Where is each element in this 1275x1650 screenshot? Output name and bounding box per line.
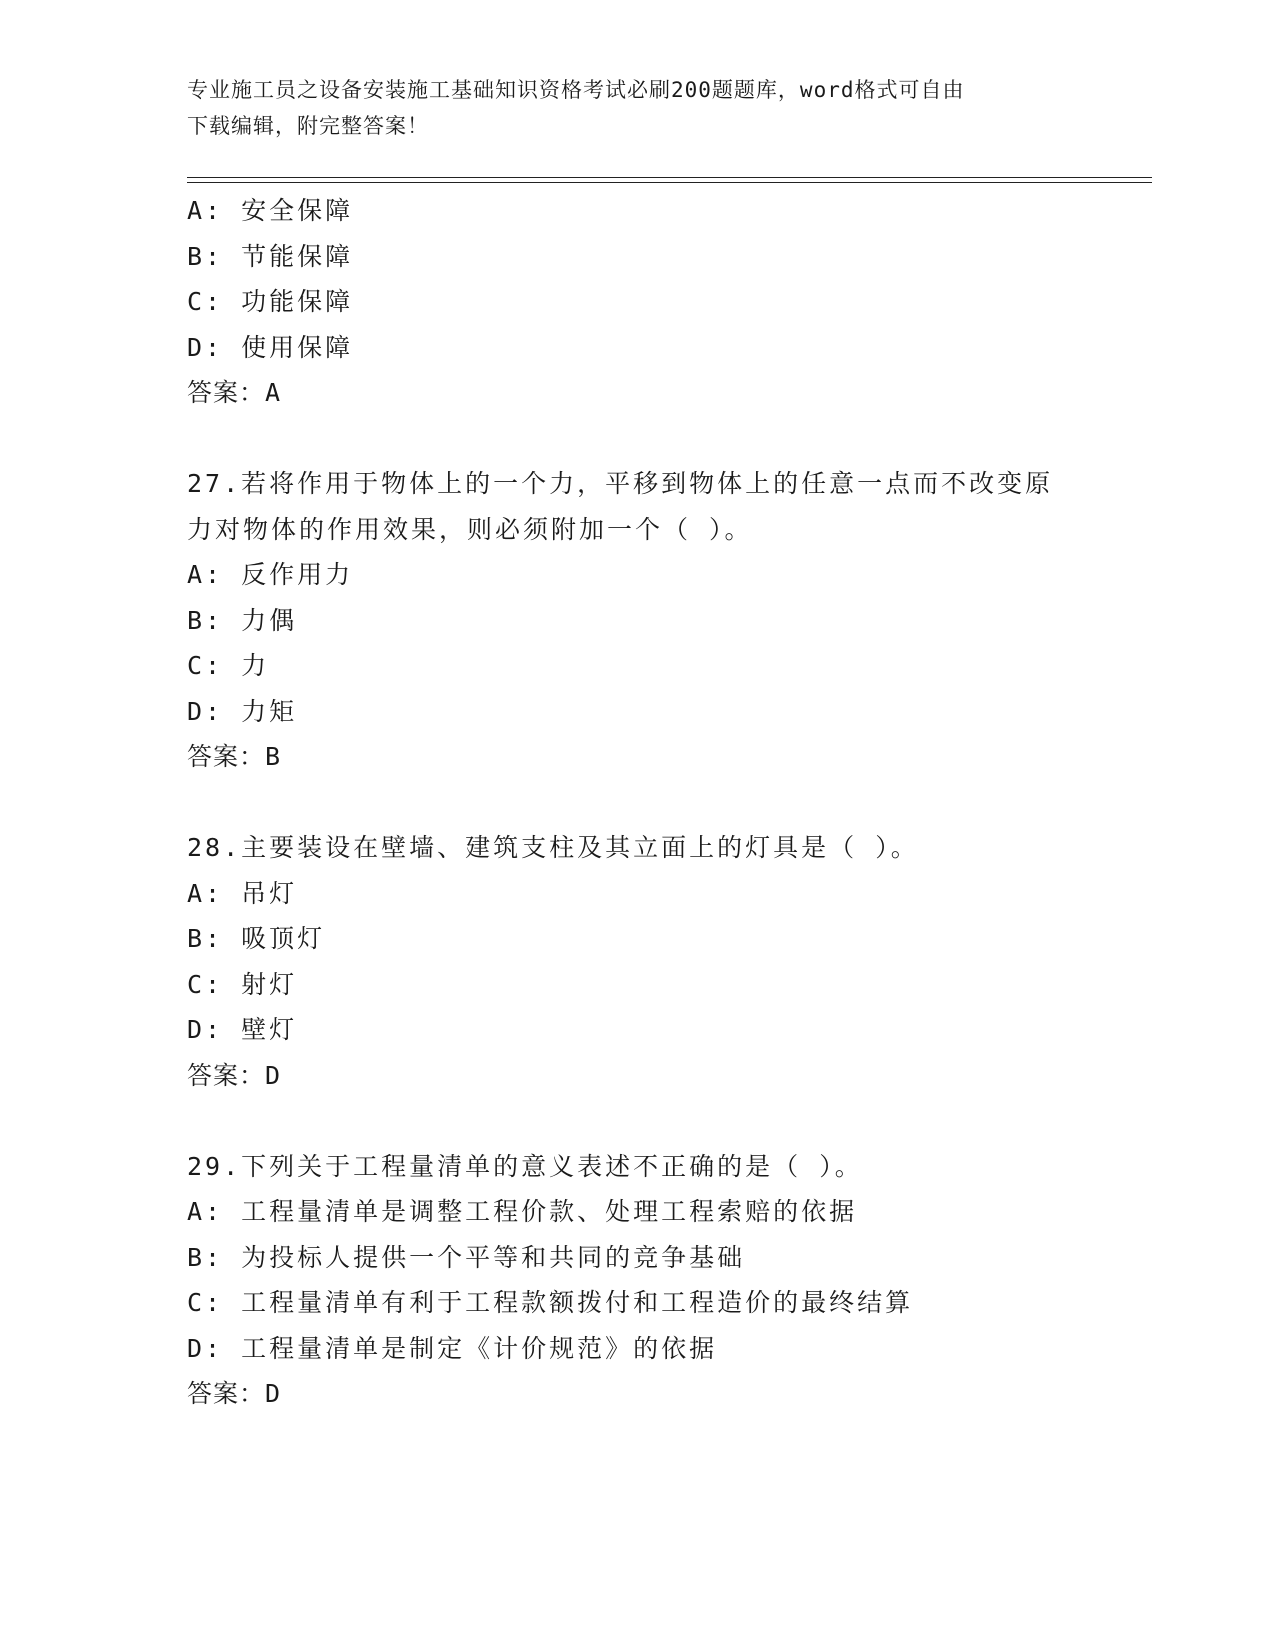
question-stem: 29.下列关于工程量清单的意义表述不正确的是（ ）。: [187, 1151, 863, 1181]
option-a: A: 安全保障: [187, 196, 354, 225]
question-gap: [187, 780, 1152, 826]
option-d: D: 力矩: [187, 696, 298, 726]
option-d: D: 壁灯: [187, 1015, 298, 1044]
header-line-2: 下载编辑，附完整答案！: [187, 114, 429, 138]
option-c: C: 功能保障: [187, 287, 354, 316]
question-stem: 28.主要装设在壁墙、建筑支柱及其立面上的灯具是（ ）。: [187, 833, 919, 862]
answer-line: 答案：D: [187, 1060, 282, 1090]
option-d: D: 工程量清单是制定《计价规范》的依据: [187, 1333, 718, 1363]
header-line-1: 专业施工员之设备安装施工基础知识资格考试必刷200题题库，word格式可自由: [187, 78, 965, 102]
document-header: [187, 72, 1067, 144]
question-block-28: [187, 825, 1152, 1098]
option-b: B: 为投标人提供一个平等和共同的竞争基础: [187, 1242, 746, 1272]
option-b: B: 节能保障: [187, 241, 354, 271]
question-block-29: [187, 1144, 1152, 1417]
question-stem: 力对物体的作用效果，则必须附加一个（ ）。: [187, 514, 753, 544]
header-divider-top: [187, 177, 1152, 178]
option-c: C: 工程量清单有利于工程款额拨付和工程造价的最终结算: [187, 1288, 914, 1317]
option-a: A: 反作用力: [187, 560, 354, 589]
answer-line: 答案：D: [187, 1379, 282, 1408]
answer-line: 答案：A: [187, 378, 282, 407]
question-list: [187, 188, 1152, 1417]
answer-line: 答案：B: [187, 742, 282, 771]
header-divider-bottom: [187, 182, 1152, 183]
option-a: A: 工程量清单是调整工程价款、处理工程索赔的依据: [187, 1197, 858, 1226]
question-gap: [187, 416, 1152, 462]
question-gap: [187, 1098, 1152, 1144]
option-c: C: 射灯: [187, 969, 298, 999]
option-d: D: 使用保障: [187, 332, 354, 362]
option-a: A: 吊灯: [187, 878, 298, 908]
question-stem: 27.若将作用于物体上的一个力，平移到物体上的任意一点而不改变原: [187, 469, 1054, 498]
question-block-27: [187, 461, 1152, 780]
option-c: C: 力: [187, 651, 270, 680]
option-b: B: 吸顶灯: [187, 924, 326, 953]
option-b: B: 力偶: [187, 605, 298, 635]
question-block-26: [187, 188, 1152, 416]
